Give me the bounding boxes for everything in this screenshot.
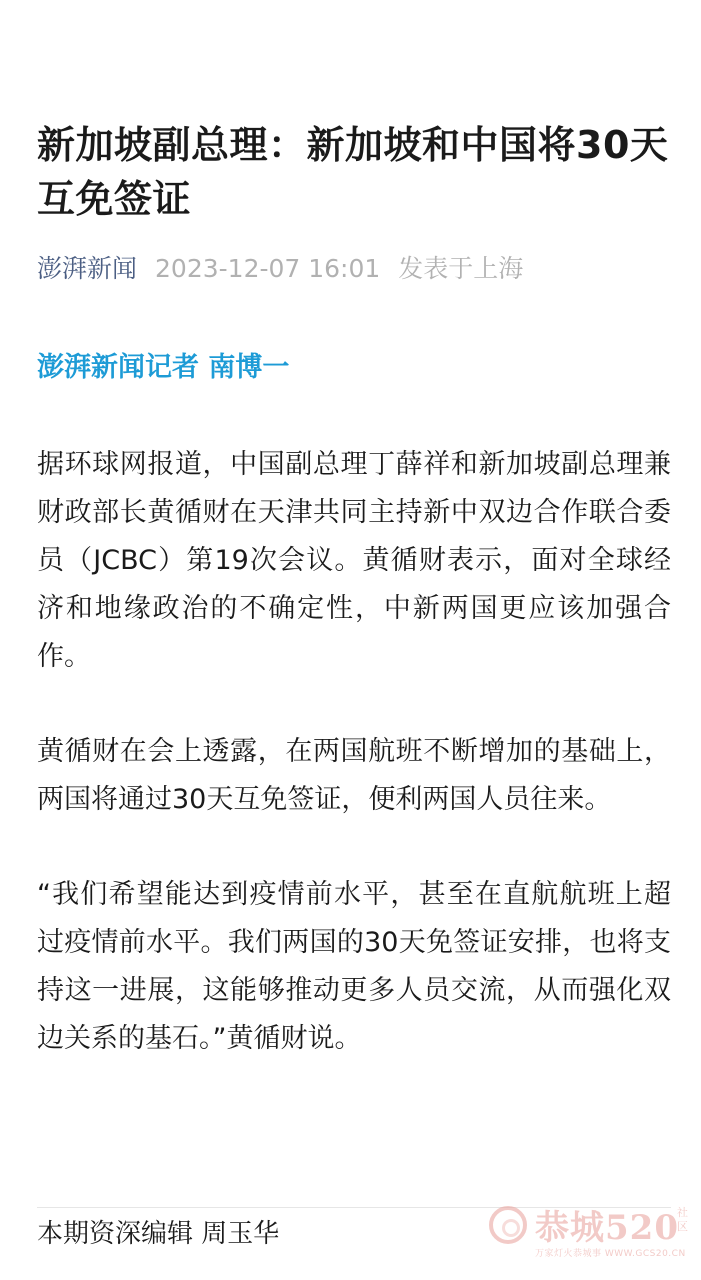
article-meta (37, 251, 671, 287)
paragraph: 黄循财在会上透露，在两国航班不断增加的基础上，两国将通过30天互免签证，便利两国人员往来。 (37, 736, 671, 815)
site-watermark (489, 1200, 689, 1270)
article-title: 新加坡副总理：新加坡和中国将30天互免签证 (37, 123, 669, 221)
watermark-subtext: 万家灯火恭城事 WWW.GCS20.CN (535, 1249, 686, 1259)
watermark-text: 恭城520 (535, 1208, 679, 1248)
publish-location: 发表于上海 (398, 254, 524, 283)
paragraph: 据环球网报道，中国副总理丁薛祥和新加坡副总理兼财政部长黄循财在天津共同主持新中双边合作联合委员（JCBC）第19次会议。黄循财表示，面对全球经济和地缘政治的不确定性，中新两国更应该加强合作。 (37, 449, 671, 672)
reporter-byline: 澎湃新闻记者 南博一 (37, 352, 290, 383)
publish-date: 2023-12-07 16:01 (155, 254, 381, 283)
paragraph: “我们希望能达到疫情前水平，甚至在直航航班上超过疫情前水平。我们两国的30天免签证安排，也将支持这一进展，这能够推动更多人员交流，从而强化双边关系的基石。”黄循财说。 (37, 879, 671, 1054)
editor-credit: 本期资深编辑 周玉华 (37, 1219, 280, 1249)
source-link[interactable]: 澎湃新闻 (37, 254, 138, 283)
article (37, 118, 671, 1063)
watermark-logo-icon (489, 1206, 527, 1244)
watermark-side-text: 社区 (677, 1206, 688, 1233)
